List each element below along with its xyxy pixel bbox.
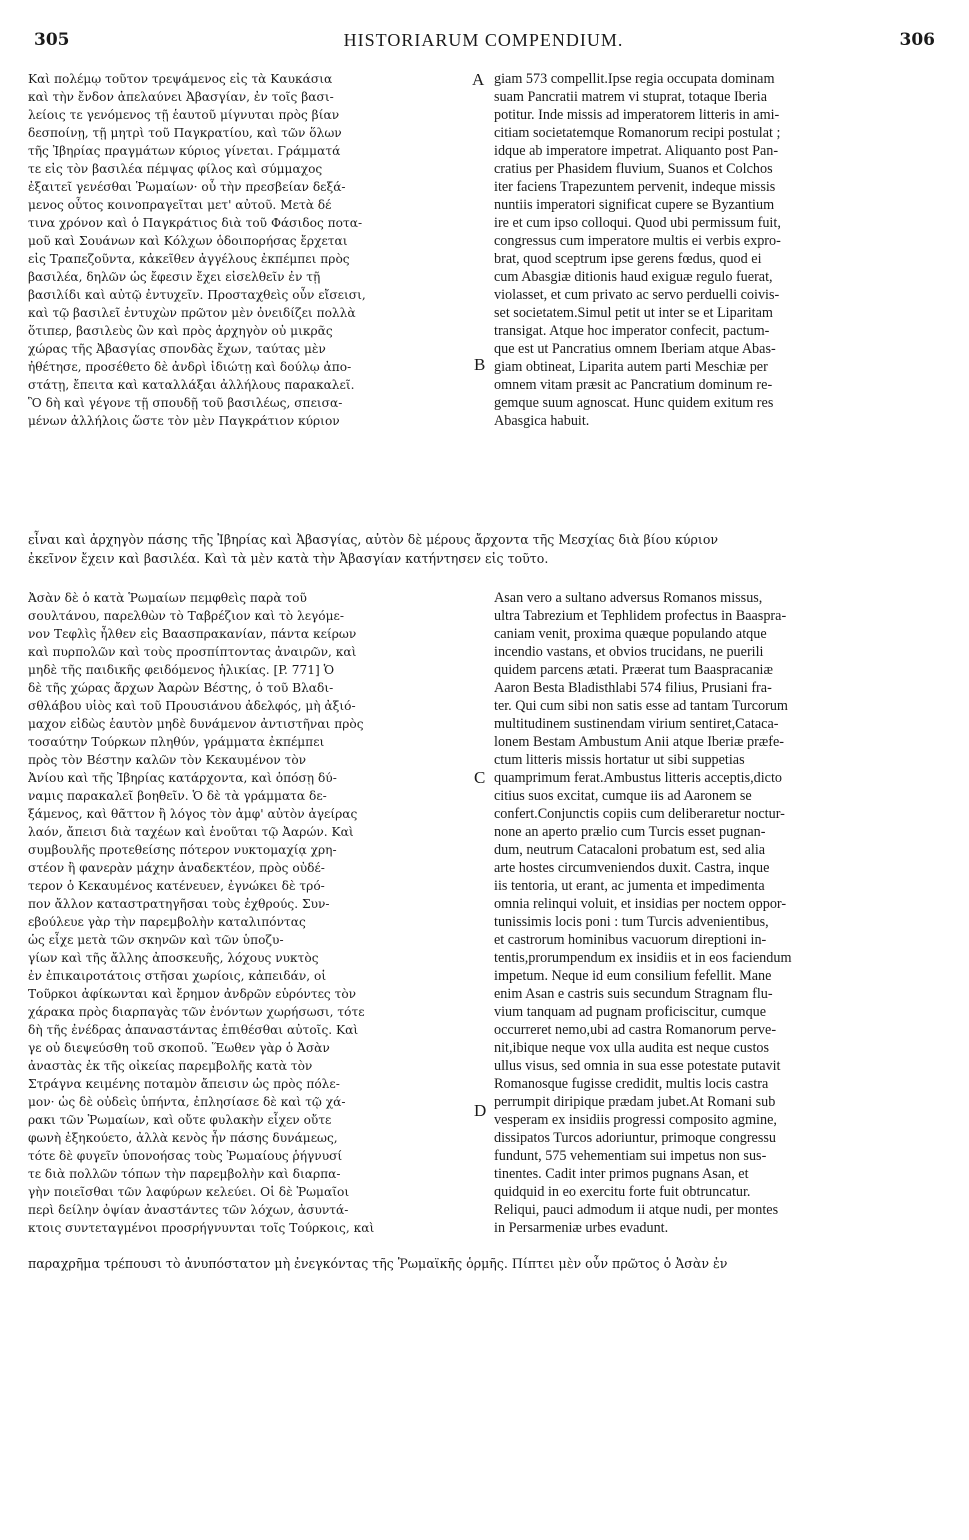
text-line: πον ἄλλον καταστρατηγῆσαι τοὺς ἐχθρούς. Συν- bbox=[28, 897, 330, 911]
text-line: λαόν, ἄπεισι διὰ ταχέων καὶ ἑνοῦται τῷ Ἀαρών. Καὶ bbox=[28, 825, 354, 839]
text-line: περὶ δείλην ὀψίαν ἀναστάντες τῶν λόχων, ἀσυντά- bbox=[28, 1203, 349, 1217]
text-line: καὶ πυρπολῶν καὶ τοὺς προσπίπτοντας ἀναιρῶν, καὶ bbox=[28, 645, 357, 659]
text-line: ξάμενος, καὶ θᾶττον ἢ λόγος τὸν ἀμφ' αὐτὸν ἀγείρας bbox=[28, 807, 358, 821]
text-line: quidem parcens ætati. Præerat tum Baaspracaniæ bbox=[494, 662, 773, 678]
text-line: violasset, et cum privato ac servo perduelli coivis- bbox=[494, 287, 780, 303]
text-line: enim Asan e castris suis secundum Stragnam flu- bbox=[494, 986, 773, 1002]
text-line: μον· ὡς δὲ οὐδεὶς ὑπήντα, ἐπλησίασε δὲ καὶ τῷ χά- bbox=[28, 1095, 346, 1109]
text-line: γίων καὶ τῆς ἄλλης ἀποσκευῆς, λόχους νυκτὸς bbox=[28, 951, 319, 965]
greek-column-bottom bbox=[28, 589, 473, 1237]
text-line: confert.Conjunctis copiis cum deliberaretur noctur- bbox=[494, 806, 785, 822]
text-line: ullus visus, sed omnia in sua esse potestate putavit bbox=[494, 1058, 781, 1074]
text-line: σθλάβου υἱὸς καὶ τοῦ Προυσιάνου ἀδελφός, μὴ ἀξιό- bbox=[28, 699, 356, 713]
text-line: ctum litteris missis hortatur ut sibi suppetias bbox=[494, 752, 745, 768]
text-line: βασιλίδι καὶ αὐτῷ ἐντυχεῖν. Προσταχθεὶς οὖν εἴσεισι, bbox=[28, 288, 366, 302]
text-line: ἐξαιτεῖ γενέσθαι Ῥωμαίων· οὗ τὴν πρεσβείαν δεξά- bbox=[28, 180, 346, 194]
greek-column-top bbox=[28, 70, 468, 430]
text-line: ὡς εἶχε μετὰ τῶν σκηνῶν καὶ τῶν ὑποζυ- bbox=[28, 933, 284, 947]
greek-fullwidth-top bbox=[28, 530, 938, 568]
text-line: ἐν ἐπικαιροτάτοις στῆσαι χωρίοις, κἀπειδάν, οἱ bbox=[28, 969, 327, 983]
text-line: citius suos excitat, cumque iis ad Aaronem se bbox=[494, 788, 752, 804]
text-line: et castrorum hominibus vacuorum direptioni in- bbox=[494, 932, 767, 948]
text-line: congressus cum imperatore multis ei verbis expro- bbox=[494, 233, 781, 249]
text-line: Asan vero a sultano adversus Romanos missus, bbox=[494, 590, 763, 606]
text-line: ἀναστὰς ἐκ τῆς οἰκείας παρεμβολῆς κατὰ τὸν bbox=[28, 1059, 313, 1073]
text-line: καὶ τὴν ἔνδον ἀπελαύνει Ἀβασγίαν, ἐν τοῖς βασι- bbox=[28, 90, 334, 104]
text-line: τῆς Ἰβηρίας πραγμάτων κύριος γίνεται. Γράμματά bbox=[28, 144, 341, 158]
text-line: caniam venit, proxima quæque populando atque bbox=[494, 626, 767, 642]
text-line: vium tanquam ad pugnam proficiscitur, cumque bbox=[494, 1004, 767, 1020]
text-line: χώρας τῆς Ἀβασγίας σπονδὰς ἔχων, ταύτας μὲν bbox=[28, 342, 326, 356]
text-line: βασιλέα, δηλῶν ὡς ἔφεσιν ἔχει εἰσελθεῖν ἐν τῇ bbox=[28, 270, 321, 284]
text-line: εἶναι καὶ ἀρχηγὸν πάσης τῆς Ἰβηρίας καὶ Ἀβασγίας, αὐτὸν δὲ μέρους ἄρχοντα τῆς Μεσχίας διὰ βίου κύριον bbox=[28, 532, 719, 547]
text-line: χάρακα πρὸς διαρπαγὰς τῶν ἐνόντων χωρήσωσι, τότε bbox=[28, 1005, 365, 1019]
text-line: τε εἰς τὸν βασιλέα πέμψας φίλος καὶ σύμμαχος bbox=[28, 162, 323, 176]
text-line: quidquid in eo exercitu forte fuit obtruncatur. bbox=[494, 1184, 751, 1200]
text-line: πρὸς τὸν Βέστην καλῶν τὸν Κεκαυμένον τὸν bbox=[28, 753, 307, 767]
text-line: gemque suum agnoscat. Hunc quidem exitum res bbox=[494, 395, 774, 411]
text-line: Τοῦρκοι ἀφίκωνται καὶ ἔρημον ἀνδρῶν εὑρόντες τὸν bbox=[28, 987, 357, 1001]
text-line: fundunt, 575 vehementiam sui impetus non sus- bbox=[494, 1148, 767, 1164]
text-line: μαχον εἰδὼς ἑαυτὸν μηδὲ δυνάμενον ἀντιστῆναι πρὸς bbox=[28, 717, 364, 731]
text-line: giam obtineat, Liparita autem parti Meschiæ per bbox=[494, 359, 768, 375]
text-line: τερον ὁ Κεκαυμένος κατένευεν, ἐγνώκει δὲ τρό- bbox=[28, 879, 325, 893]
text-line: ἐκεῖνον ἔχειν καὶ βασιλέα. Καὶ τὰ μὲν κατὰ τὴν Ἀβασγίαν κατήντησεν εἰς τοῦτο. bbox=[28, 551, 549, 566]
text-line: μηδὲ τῆς παιδικῆς φειδόμενος ἡλικίας. [P. 771] Ὁ bbox=[28, 663, 335, 677]
running-title: HISTORIARUM COMPENDIUM. bbox=[343, 30, 624, 50]
text-line: στέον ἢ φανερὰν μάχην ἀναδεκτέον, πρὸς οὐδέ- bbox=[28, 861, 325, 875]
text-line: idque ab imperatore impetrat. Aliquanto post Pan- bbox=[494, 143, 779, 159]
text-line: multitudinem sustinendam virium sentiret,Cataca- bbox=[494, 716, 779, 732]
latin-column-bottom bbox=[494, 589, 939, 1237]
text-line: cum Abasgiæ ditionis haud exiguæ regulo fuerat, bbox=[494, 269, 773, 285]
text-line: Ἀνίου καὶ τῆς Ἰβηρίας κατάρχοντα, καὶ ὁπόσῃ δύ- bbox=[28, 771, 337, 785]
text-line: ὅτιπερ, βασιλεὺς ὢν καὶ πρὸς ἀρχηγὸν οὐ μικρᾶς bbox=[28, 324, 333, 338]
text-line: ἠθέτησε, προσέθετο δὲ ἀνδρὶ ἰδιώτῃ καὶ δούλῳ ἀπο- bbox=[28, 360, 352, 374]
text-line: δὲ τῆς χώρας ἄρχων Ἀαρὼν Βέστης, ὁ τοῦ Βλαδι- bbox=[28, 681, 334, 695]
text-line: ναμις παρακαλεῖ βοηθεῖν. Ὁ δὲ τὰ γράμματα δε- bbox=[28, 789, 327, 803]
text-line: καὶ τῷ βασιλεῖ ἐντυχὼν πρῶτον μὲν ὀνειδίζει πολλὰ bbox=[28, 306, 356, 320]
text-line: εβούλευε γὰρ τὴν παρεμβολὴν καταλιπόντας bbox=[28, 915, 306, 929]
text-line: Reliqui, pauci admodum ii atque nudi, per montes bbox=[494, 1202, 779, 1218]
text-line: quamprimum ferat.Ambustus litteris acceptis,dicto bbox=[494, 770, 783, 786]
running-header bbox=[28, 30, 939, 56]
text-line: perrumpit diripique prædam jubet.At Romani sub bbox=[494, 1094, 776, 1110]
text-line: Aaron Besta Bladisthlabi 574 filius, Prusiani fra- bbox=[494, 680, 772, 696]
text-line: σουλτάνου, παρελθὼν τὸ Ταβρέζιον καὶ τὸ λεγόμε- bbox=[28, 609, 344, 623]
text-line: Ἀσὰν δὲ ὁ κατὰ Ῥωμαίων πεμφθεὶς παρὰ τοῦ bbox=[28, 591, 307, 605]
text-line: none an aperto prælio cum Turcis esset pugnan- bbox=[494, 824, 766, 840]
text-line: τε διὰ πολλῶν τόπων τὴν παρεμβολὴν καὶ διαρπα- bbox=[28, 1167, 341, 1181]
text-line: brat, quod sceptrum ipse gerens fœdus, quod ei bbox=[494, 251, 762, 267]
text-line: Abasgica habuit. bbox=[494, 413, 590, 429]
text-line: Στράγνα κειμένης ποταμὸν ἄπεισιν ὡς πρὸς πόλε- bbox=[28, 1077, 340, 1091]
text-line: cratius per Phasidem fluvium, Suanos et Colchos bbox=[494, 161, 773, 177]
text-line: in Persarmeniæ urbes evadunt. bbox=[494, 1220, 669, 1236]
text-line: ire et cum ipso colloqui. Quod ubi permissum fuit, bbox=[494, 215, 781, 231]
text-line: ter. Qui cum sibi non satis esse ad tantam Turcorum bbox=[494, 698, 788, 714]
text-line: dum, neutrum Catacaloni probatum est, sed alia bbox=[494, 842, 766, 858]
page-number-left: 305 bbox=[34, 30, 70, 50]
text-line: λείοις τε γενόμενος τῇ ἑαυτοῦ μίγνυται πρὸς βίαν bbox=[28, 108, 340, 122]
text-line: omnem vitam præsit ac Pancratium dominum re- bbox=[494, 377, 773, 393]
text-line: Καὶ πολέμῳ τοῦτον τρεψάμενος εἰς τὰ Καυκάσια bbox=[28, 72, 333, 86]
text-line: στάτῃ, ἔπειτα καὶ καταλλάξαι ἀλλήλους παρακαλεῖ. bbox=[28, 378, 355, 392]
text-line: tentis,prorumpendum ex insidiis et in eos faciendum bbox=[494, 950, 792, 966]
text-line: iis tentoria, ut erant, ac jumenta et impedimenta bbox=[494, 878, 765, 894]
text-line: que est ut Pancratius omnem Iberiam atque Abas- bbox=[494, 341, 776, 357]
text-line: κτοις συντεταγμένοι προσρήγνυνται τοῖς Τούρκοις, καὶ bbox=[28, 1221, 375, 1235]
text-line: ultra Tabrezium et Tephlidem profectus in Baaspra- bbox=[494, 608, 787, 624]
text-line: citiam societatemque Romanorum recipi postulat ; bbox=[494, 125, 781, 141]
section-marker-d: D bbox=[474, 1101, 487, 1120]
text-line: arte hostes circumveniendos duxit. Castra, inque bbox=[494, 860, 770, 876]
section-marker-b: B bbox=[474, 355, 486, 374]
greek-fullwidth-bottom: παραχρῆμα τρέπουσι τὸ ἀνυπόστατον μὴ ἐνεγκόντας τῆς Ῥωμαϊκῆς ὁρμῆς. Πίπτει μὲν οὖν πρῶτος ὁ Ἀσὰν ἐν bbox=[28, 1256, 728, 1271]
text-line: lonem Bestam Ambustum Anii atque Iberiæ præfe- bbox=[494, 734, 785, 750]
text-line: ρακι τῶν Ῥωμαίων, καὶ οὔτε φυλακὴν εἶχεν οὔτε bbox=[28, 1113, 332, 1127]
text-line: impetum. Neque id eum consilium fefellit. Mane bbox=[494, 968, 772, 984]
text-line: tunissimis locis poni : tum Turcis advenientibus, bbox=[494, 914, 769, 930]
text-line: potitur. Inde missis ad imperatorem litteris in ami- bbox=[494, 107, 780, 123]
text-line: τότε δὲ φυγεῖν ὑπονοήσας τοὺς Ῥωμαίους ῥήγνυσί bbox=[28, 1149, 343, 1163]
text-line: γε οὐ διεψεύσθη τοῦ σκοποῦ. Ἕωθεν γὰρ ὁ Ἀσὰν bbox=[28, 1041, 330, 1055]
text-line: συμβουλῆς προτεθείσης πότερον νυκτομαχίᾳ χρη- bbox=[28, 843, 337, 857]
text-line: τινα χρόνον καὶ ὁ Παγκράτιος διὰ τοῦ Φάσιδος ποτα- bbox=[28, 216, 363, 230]
text-line: τοσαύτην Τούρκων πληθύν, γράμματα ἐκπέμπει bbox=[28, 735, 325, 749]
page-number-right: 306 bbox=[899, 30, 935, 50]
text-line: occurreret nemo,ubi ad castra Romanorum perve- bbox=[494, 1022, 777, 1038]
text-line: iter faciens Trapezuntem pervenit, indeque missis bbox=[494, 179, 776, 195]
text-line: Romanosque fugisse credidit, multis locis castra bbox=[494, 1076, 769, 1092]
latin-column-top bbox=[494, 70, 939, 430]
section-marker-c: C bbox=[474, 768, 486, 787]
text-line: μενος οὗτος κοινοπραγεῖται μετ' αὐτοῦ. Μετὰ δέ bbox=[28, 198, 332, 212]
text-line: suam Pancratii matrem vi stuprat, totaque Iberia bbox=[494, 89, 768, 105]
text-line: set societatem.Simul petit ut inter se et Liparitam bbox=[494, 305, 773, 321]
text-line: Ὃ δὴ καὶ γέγονε τῇ σπουδῇ τοῦ βασιλέως, σπεισα- bbox=[28, 396, 343, 410]
text-line: nit,ibique neque vox ulla audita est neque custos bbox=[494, 1040, 770, 1056]
text-line: dissipatos Turcos adoriuntur, primoque congressu bbox=[494, 1130, 776, 1146]
text-line: νον Τεφλὶς ἦλθεν εἰς Βαασπρακανίαν, πάντα κείρων bbox=[28, 627, 357, 641]
section-marker-a: A bbox=[472, 70, 485, 89]
text-line: γὴν ποιεῖσθαι τῶν λαφύρων κελεύει. Οἱ δὲ Ῥωμαῖοι bbox=[28, 1185, 350, 1199]
text-line: transigat. Atque hoc imperator confecit, pactum- bbox=[494, 323, 770, 339]
text-line: εἰς Τραπεζοῦντα, κἀκεῖθεν ἀγγέλους ἐκπέμπει πρὸς bbox=[28, 252, 350, 266]
text-line: vesperam ex insidiis progressi composito agmine, bbox=[494, 1112, 777, 1128]
text-line: incendio vastans, et obvios trucidans, ne puerili bbox=[494, 644, 764, 660]
text-line: tinentes. Cadit inter primos pugnans Asan, et bbox=[494, 1166, 749, 1182]
text-line: δεσποίνῃ, τῇ μητρὶ τοῦ Παγκρατίου, καὶ τῶν ὅλων bbox=[28, 126, 342, 140]
text-line: omnia relinqui voluit, et insidias per noctem oppor- bbox=[494, 896, 787, 912]
text-line: μοῦ καὶ Σουάνων καὶ Κόλχων ὁδοιπορήσας ἔρχεται bbox=[28, 234, 348, 248]
text-line: φωνὴ ἐξηκούετο, ἀλλὰ κενὸς ἦν πάσης δυνάμεως, bbox=[28, 1131, 338, 1145]
text-line: nuntiis imperatori significat cupere se Byzantium bbox=[494, 197, 775, 213]
text-line: δὴ τῆς ἐνέδρας ἀπαναστάντας ἐπιθέσθαι αὐτοῖς. Καὶ bbox=[28, 1023, 359, 1037]
text-line: μένων ἀλλήλοις ὥστε τὸν μὲν Παγκράτιον κύριον bbox=[28, 414, 340, 428]
text-line: giam 573 compellit.Ipse regia occupata dominam bbox=[494, 71, 775, 87]
